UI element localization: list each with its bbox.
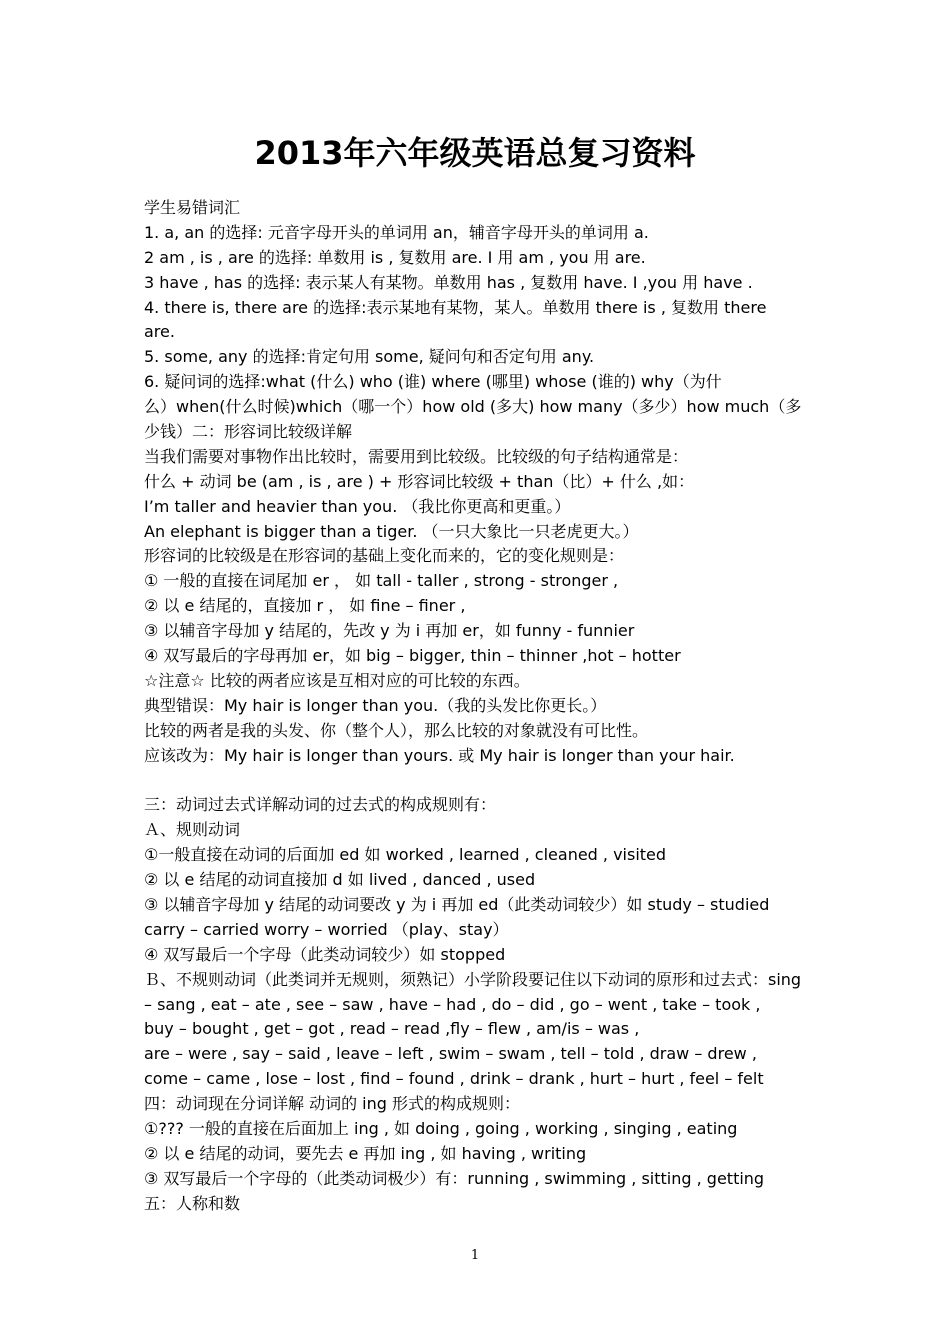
text-line: 1. a, an 的选择: 元音字母开头的单词用 an，辅音字母开头的单词用 a. [144, 222, 649, 242]
document-title: 2013年六年级英语总复习资料 [254, 134, 696, 172]
text-line: 四：动词现在分词详解 动词的 ing 形式的构成规则： [144, 1094, 521, 1114]
text-line: 三：动词过去式详解动词的过去式的构成规则有： [144, 795, 497, 815]
text-line: buy – bought , get – got , read – read ,fly – flew , am/is – was , [144, 1019, 640, 1039]
text-line: 当我们需要对事物作出比较时，需要用到比较级。比较级的句子结构通常是： [144, 446, 689, 466]
text-line: An elephant is bigger than a tiger. （一只大象比一只老虎更大。） [144, 521, 639, 541]
text-line: ①??? 一般的直接在后面加上 ing , 如 doing , going , working , singing , eating [144, 1118, 738, 1138]
text-line: 4. there is, there are 的选择:表示某地有某物，某人。单数用 there is , 复数用 there [144, 297, 767, 317]
text-line: ③ 以辅音字母加 y 结尾的，先改 y 为 i 再加 er，如 funny - funnier [144, 621, 635, 641]
text-line: 什么 + 动词 be (am , is , are ) + 形容词比较级 + than（比）+ 什么 ,如： [144, 471, 695, 491]
text-line: ② 以 e 结尾的，直接加 r ， 如 fine – finer , [144, 596, 466, 616]
text-line: 形容词的比较级是在形容词的基础上变化而来的，它的变化规则是： [144, 546, 625, 566]
text-line: 典型错误：My hair is longer than you.（我的头发比你更长。） [144, 695, 607, 715]
text-line: Ｂ、不规则动词（此类词并无规则，须熟记）小学阶段要记住以下动词的原形和过去式：sing [144, 969, 802, 989]
text-line: ② 以 e 结尾的动词直接加 d 如 lived , danced , used [144, 870, 536, 890]
text-line: come – came , lose – lost , find – found , drink – drank , hurt – hurt , feel – felt [144, 1069, 764, 1089]
text-line: 3 have , has 的选择: 表示某人有某物。单数用 has , 复数用 have. I ,you 用 have . [144, 272, 753, 292]
text-line: are. [144, 322, 175, 342]
text-line: ④ 双写最后的字母再加 er，如 big – bigger, thin – thinner ,hot – hotter [144, 646, 681, 666]
text-line: ④ 双写最后一个字母（此类动词较少）如 stopped [144, 944, 506, 964]
text-line: I’m taller and heavier than you. （我比你更高和更重。） [144, 496, 571, 516]
text-line: ☆注意☆ 比较的两者应该是互相对应的可比较的东西。 [144, 670, 530, 690]
text-line: – sang , eat – ate , see – saw , have – had , do – did , go – went , take – took , [144, 994, 761, 1014]
text-line: ①一般直接在动词的后面加 ed 如 worked , learned , cleaned , visited [144, 845, 667, 865]
text-line: Ａ、规则动词 [144, 820, 241, 840]
text-line: 5. some, any 的选择:肯定句用 some, 疑问句和否定句用 any. [144, 347, 595, 367]
text-line: 比较的两者是我的头发、你（整个人），那么比较的对象就没有可比性。 [144, 720, 649, 740]
text-line: ① 一般的直接在词尾加 er ， 如 tall - taller , strong - stronger , [144, 571, 619, 591]
text-line: 6. 疑问词的选择:what (什么) who (谁) where (哪里) whose (谁的) why（为什 [144, 372, 722, 392]
document-body [144, 196, 814, 1217]
text-line: 少钱）二：形容词比较级详解 [144, 422, 353, 442]
text-line: ③ 双写最后一个字母的（此类动词极少）有：running , swimming , sitting , getting [144, 1168, 765, 1188]
text-line: 应该改为：My hair is longer than yours. 或 My hair is longer than your hair. [144, 745, 735, 765]
text-line: 么）when(什么时候)which（哪一个）how old (多大) how many（多少）how much（多 [144, 397, 802, 417]
blank-line [144, 768, 814, 793]
text-line: carry – carried worry – worried （play、stay） [144, 919, 509, 939]
text-line: ② 以 e 结尾的动词，要先去 e 再加 ing , 如 having , writing [144, 1143, 587, 1163]
page-number: 1 [470, 1248, 480, 1263]
text-line: are – were , say – said , leave – left , swim – swam , tell – told , draw – drew , [144, 1044, 757, 1064]
text-line: 2 am , is , are 的选择: 单数用 is , 复数用 are. I 用 am , you 用 are. [144, 247, 646, 267]
text-line: ③ 以辅音字母加 y 结尾的动词要改 y 为 i 再加 ed（此类动词较少）如 study – studied [144, 894, 770, 914]
text-line: 五：人称和数 [144, 1193, 241, 1213]
text-line: 学生易错词汇 [144, 198, 241, 217]
